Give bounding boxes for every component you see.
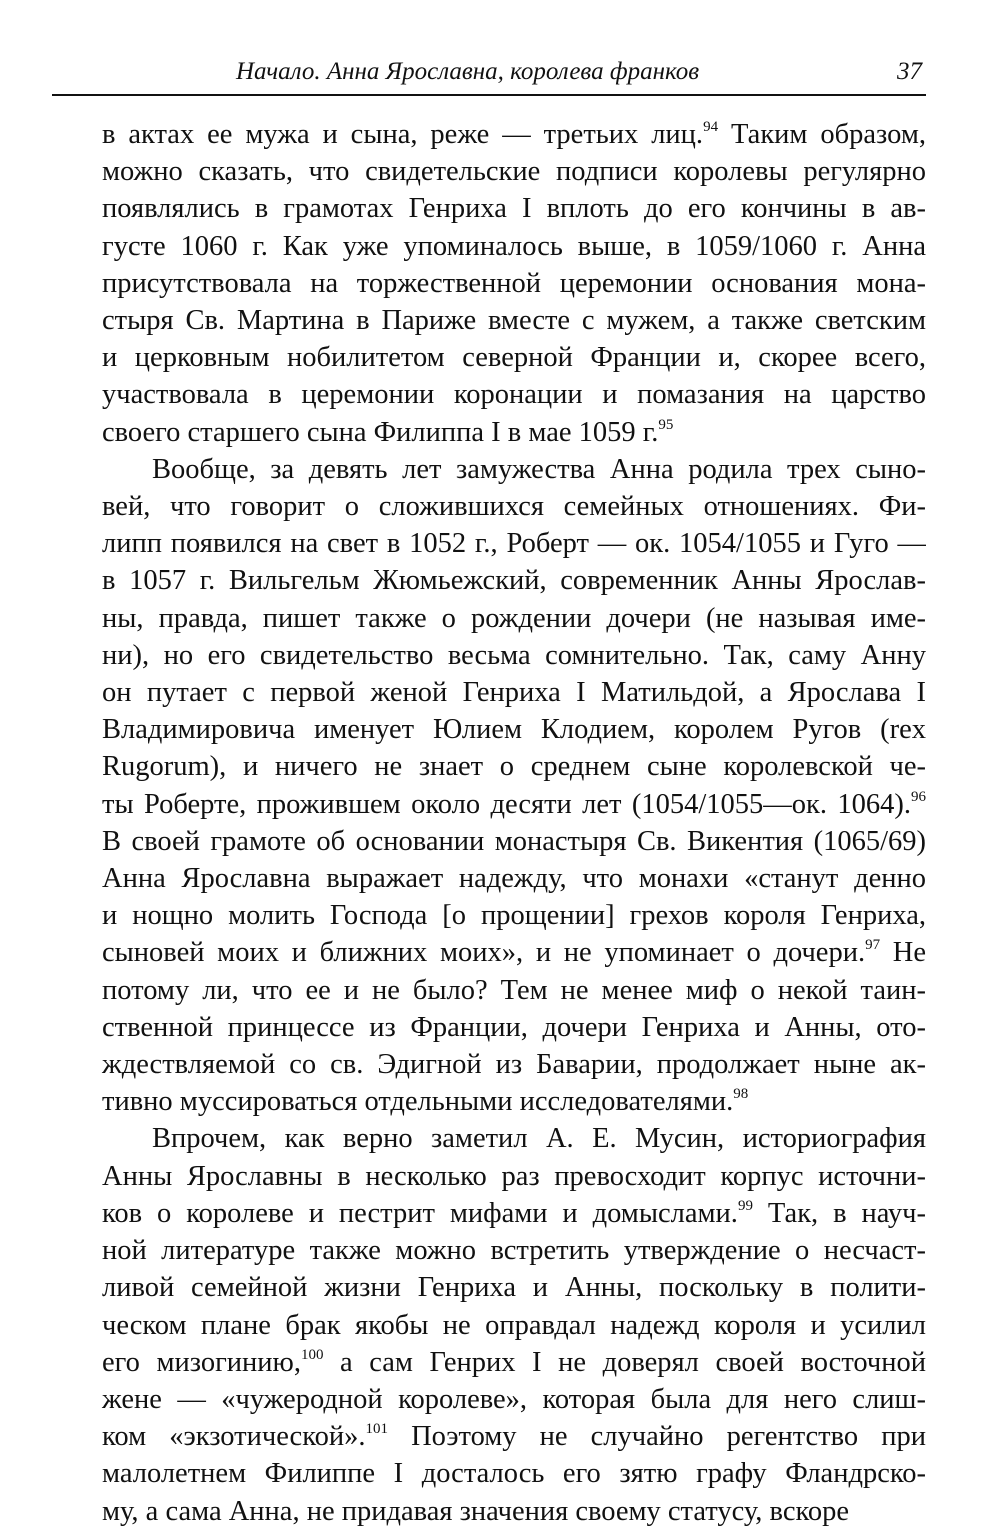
- text-line: [52, 525, 926, 562]
- text-line: [52, 934, 926, 971]
- text-line: [52, 674, 926, 711]
- text-line: [52, 414, 926, 451]
- page-number: 37: [897, 58, 922, 85]
- line-text-continued: Так, в науч-: [752, 1197, 926, 1229]
- text-line: [52, 1418, 926, 1455]
- line-text: Анна Ярославна выражает надежду, что монахи «станут денно: [102, 863, 926, 895]
- line-text-continued: а сам Генрих I не доверял своей восточной: [323, 1346, 926, 1378]
- text-line: [52, 1120, 926, 1157]
- text-line: [52, 302, 926, 339]
- line-text-continued: Не: [880, 937, 926, 969]
- line-text: Вообще, за девять лет замужества Анна родила трех сыно-: [152, 453, 926, 485]
- line-text: густе 1060 г. Как уже упоминалось выше, в 1059/1060 г. Анна: [102, 230, 926, 262]
- text-line: [52, 1455, 926, 1492]
- text-line: [52, 972, 926, 1009]
- line-text: ты Роберте, прожившем около десяти лет (1054/1055—ок. 1064).: [102, 788, 911, 820]
- text-line: [52, 1307, 926, 1344]
- footnote-marker[interactable]: 100: [300, 1346, 324, 1363]
- line-text: стыря Св. Мартина в Париже вместе с мужем, а также светским: [102, 305, 926, 337]
- line-text: ков о королеве и пестрит мифами и домыслами.: [102, 1197, 738, 1229]
- text-line: [52, 153, 926, 190]
- text-line: [52, 786, 926, 823]
- line-text: В своей грамоте об основании монастыря Св. Викентия (1065/69): [102, 825, 926, 857]
- text-line: [52, 1381, 926, 1418]
- body-text: [52, 116, 926, 1530]
- line-text: малолетнем Филиппе I досталось его зятю графу Фландрско-: [102, 1458, 926, 1490]
- text-line: [52, 748, 926, 785]
- text-line: [52, 823, 926, 860]
- line-text: сыновей моих и ближних моих», и не упоминает о дочери.: [102, 937, 866, 969]
- line-text: липп появился на свет в 1052 г., Роберт — ок. 1054/1055 и Гуго —: [102, 528, 926, 560]
- text-line: [52, 1493, 926, 1530]
- footnote-marker[interactable]: 94: [703, 119, 719, 135]
- footnote-marker[interactable]: 96: [911, 788, 926, 805]
- book-page: [52, 50, 926, 1530]
- paragraph: [52, 1120, 926, 1529]
- text-line: [52, 897, 926, 934]
- text-line: [52, 1269, 926, 1306]
- line-text: ком «экзотической».: [102, 1421, 366, 1453]
- line-text: тивно муссироваться отдельными исследователями.: [102, 1086, 734, 1118]
- text-line: [52, 600, 926, 637]
- text-line: [52, 1158, 926, 1195]
- text-line: [52, 1232, 926, 1269]
- text-line: [52, 339, 926, 376]
- line-text: ственной принцессе из Франции, дочери Генриха и Анны, ото-: [102, 1011, 926, 1043]
- line-text: в 1057 г. Вильгельм Жюмьежский, современник Анны Ярослав-: [102, 565, 926, 597]
- text-line: [52, 1046, 926, 1083]
- line-text: в актах ее мужа и сына, реже — третьих лиц.: [102, 119, 704, 150]
- line-text: ны, правда, пишет также о рождении дочери (не называя име-: [102, 602, 926, 634]
- line-text: Впрочем, как верно заметил А. Е. Мусин, историография: [152, 1123, 926, 1155]
- text-line: [52, 265, 926, 302]
- paragraph: [52, 451, 926, 1121]
- line-text: Анны Ярославны в несколько раз превосходит корпус источни-: [102, 1160, 926, 1192]
- line-text: жене — «чужеродной королеве», которая была для него слиш-: [102, 1383, 926, 1415]
- text-line: [52, 860, 926, 897]
- footnote-marker[interactable]: 98: [733, 1086, 749, 1103]
- line-text: ливой семейной жизни Генриха и Анны, поскольку в полити-: [102, 1272, 926, 1304]
- text-line: [52, 711, 926, 748]
- line-text-continued: Поэтому не случайно регентство при: [387, 1421, 926, 1453]
- text-line: [52, 637, 926, 674]
- text-line: [52, 451, 926, 488]
- text-line: [52, 376, 926, 413]
- text-line: [52, 488, 926, 525]
- text-line: [52, 1344, 926, 1381]
- text-line: [52, 562, 926, 599]
- footnote-marker[interactable]: 97: [865, 937, 881, 954]
- line-text: Владимировича именует Юлием Клодием, королем Ругов (rex: [102, 714, 926, 746]
- line-text: можно сказать, что свидетельские подписи королевы регулярно: [102, 156, 926, 188]
- line-text: он путает с первой женой Генриха I Матильдой, а Ярослава I: [102, 677, 926, 709]
- line-text: ни), но его свидетельство весьма сомнительно. Так, саму Анну: [102, 639, 926, 671]
- line-text: его мизогинию,: [102, 1346, 301, 1378]
- text-line: [52, 228, 926, 265]
- text-line: [52, 1083, 926, 1120]
- line-text: и церковным нобилитетом северной Франции и, скорее всего,: [102, 342, 926, 374]
- line-text-continued: Таким образом,: [718, 119, 926, 150]
- line-text: ной литературе также можно встретить утверждение о несчаст-: [102, 1235, 926, 1267]
- footnote-marker[interactable]: 99: [737, 1197, 753, 1214]
- footnote-marker[interactable]: 95: [658, 416, 674, 433]
- text-line: [52, 1195, 926, 1232]
- running-header: [52, 50, 926, 96]
- line-text: присутствовала на торжественной церемонии основания мона-: [102, 267, 926, 299]
- footnote-marker[interactable]: 101: [365, 1421, 388, 1438]
- line-text: и нощно молить Господа [о прощении] грехов короля Генриха,: [102, 900, 926, 932]
- line-text: появлялись в грамотах Генриха I вплоть до его кончины в ав-: [102, 193, 926, 225]
- paragraph: [52, 116, 926, 451]
- line-text: потому ли, что ее и не было? Тем не менее миф о некой таин-: [102, 974, 926, 1006]
- chapter-title: Начало. Анна Ярославна, королева франков: [236, 58, 700, 85]
- text-line: [52, 116, 926, 153]
- line-text: участвовала в церемонии коронации и помазания на царство: [102, 379, 926, 411]
- line-text: своего старшего сына Филиппа I в мае 1059 г.: [102, 416, 659, 448]
- line-text: ческом плане брак якобы не оправдал надежд короля и усилил: [102, 1309, 926, 1341]
- line-text: вей, что говорит о сложившихся семейных отношениях. Фи-: [102, 491, 926, 523]
- text-line: [52, 190, 926, 227]
- text-line: [52, 1009, 926, 1046]
- line-text: му, а сама Анна, не придавая значения своему статусу, вскоре: [102, 1495, 850, 1527]
- line-text: Rugorum), и ничего не знает о среднем сыне королевской че-: [102, 751, 926, 783]
- line-text: ждествляемой со св. Эдигной из Баварии, продолжает ныне ак-: [102, 1049, 926, 1081]
